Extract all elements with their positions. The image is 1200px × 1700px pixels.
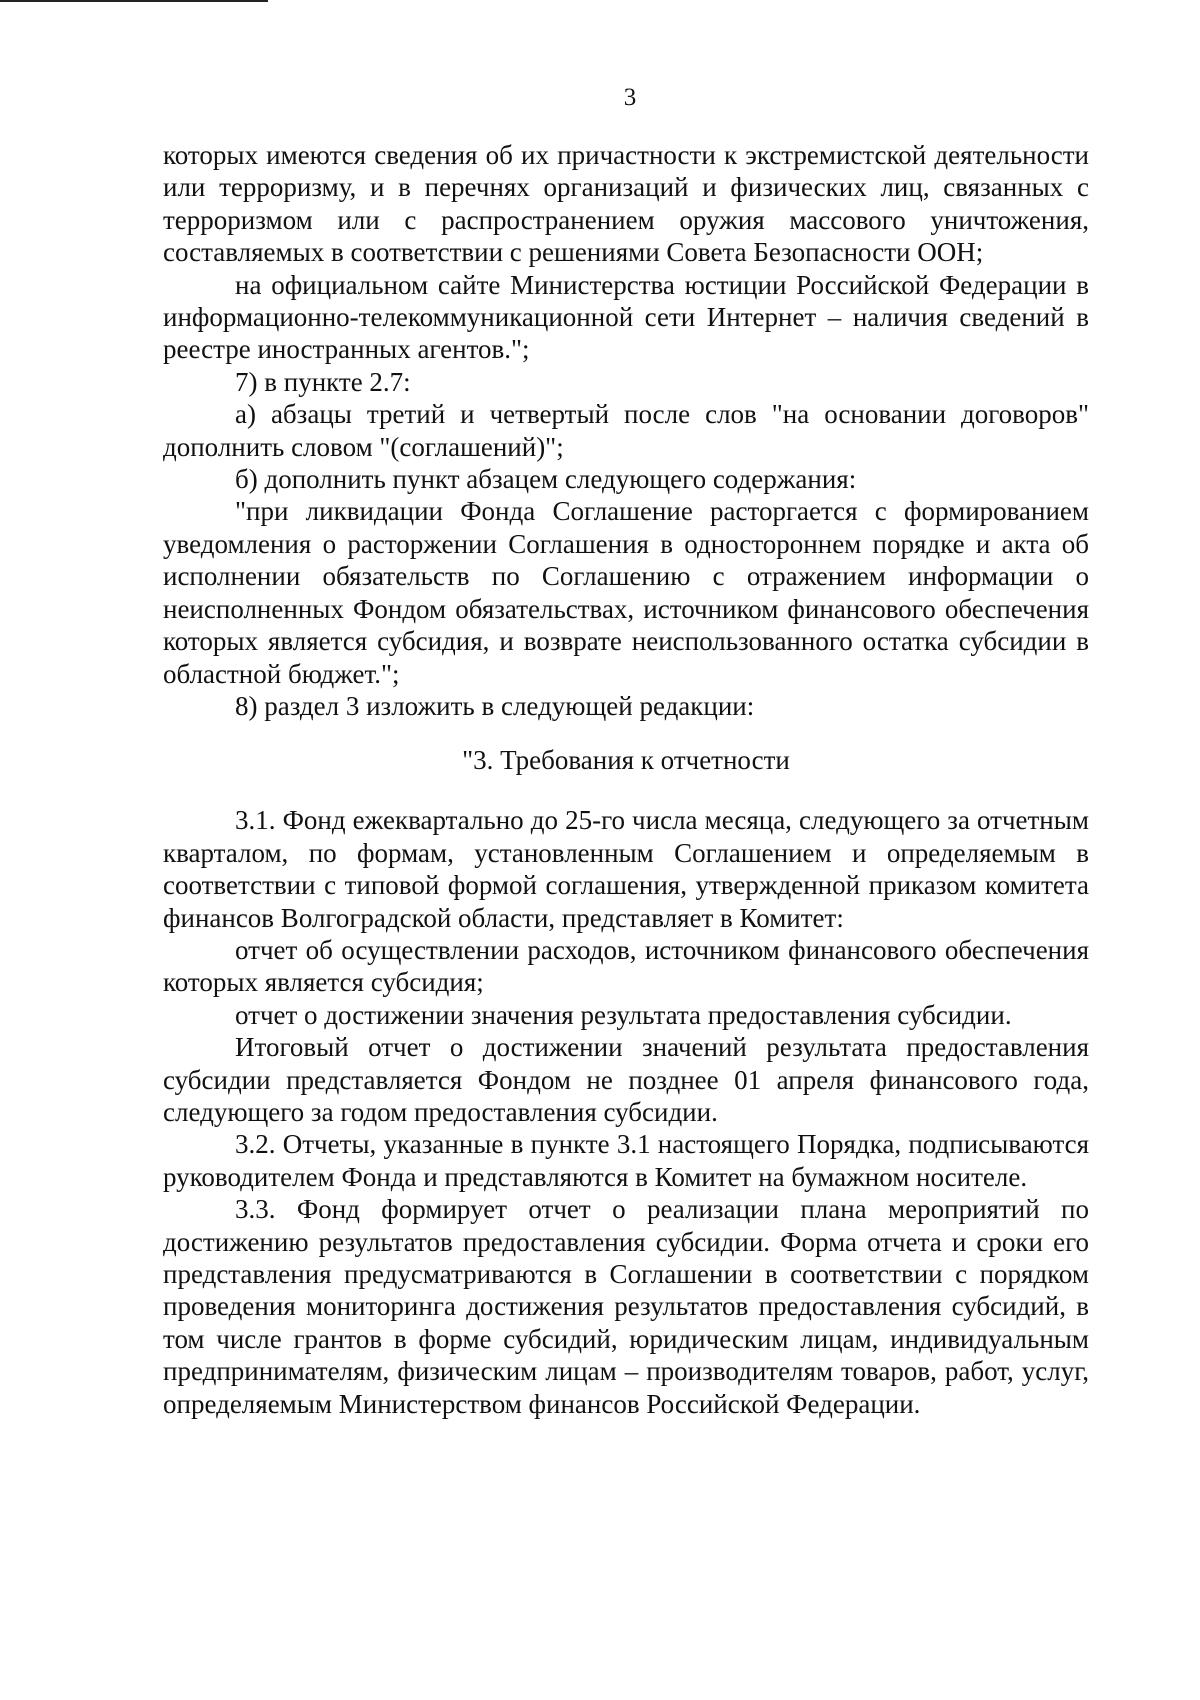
paragraph-ministry-justice: на официальном сайте Министерства юстиции Российской Федерации в информационно-телекоммуникационной сети Интернет – наличия сведений в реестре иностранных агентов."; <box>163 269 1089 365</box>
top-edge-rule <box>0 0 268 2</box>
section-heading: "3. Требования к отчетности <box>462 745 790 776</box>
paragraph-expense-report: отчет об осуществлении расходов, источником финансового обеспечения которых является субсидия; <box>163 934 1089 998</box>
paragraph-result-report: отчет о достижении значения результата предоставления субсидии. <box>235 999 1012 1030</box>
paragraph-item-7b: б) дополнить пункт абзацем следующего содержания: <box>235 464 857 495</box>
paragraph-final-report: Итоговый отчет о достижении значений результата предоставления субсидии представляется Фондом не позднее 01 апреля финансового года, следующего за годом предоставления субсидии. <box>163 1032 1089 1127</box>
paragraph-continuation: которых имеются сведения об их причастности к экстремистской деятельности или терроризму, и в перечнях организаций и физических лиц, связанных с терроризмом или с распространением оружия массового уничтожения, составляемых в соответствии с решениями Совета Безопасности ООН; <box>163 140 1089 268</box>
page-number: 3 <box>623 84 637 111</box>
paragraph-3-1: 3.1. Фонд ежеквартально до 25-го числа месяца, следующего за отчетным кварталом, по формам, установленным Соглашением и определяемым в соответствии с типовой формой соглашения, утвержденной приказом комитета финансов Волгоградской области, представляет в Комитет: <box>163 805 1089 933</box>
paragraph-item-7: 7) в пункте 2.7: <box>235 366 411 397</box>
document-body <box>163 139 1089 1420</box>
paragraph-item-7a: а) абзацы третий и четвертый после слов "на основании договоров" дополнить словом "(соглашений)"; <box>163 399 1089 462</box>
paragraph-3-3: 3.3. Фонд формирует отчет о реализации плана мероприятий по достижению результатов предоставления субсидии. Форма отчета и сроки его представления предусматриваются в Соглашении в соответствии с порядком проведения мониторинга достижения результатов предоставления субсидий, в том числе грантов в форме субсидий, юридическим лицам, индивидуальным предпринимателям, физическим лицам – производителям товаров, работ, услуг, определяемым Министерством финансов Российской Федерации. <box>163 1194 1089 1419</box>
paragraph-3-2: 3.2. Отчеты, указанные в пункте 3.1 настоящего Порядка, подписываются руководителем Фонда и представляются в Комитет на бумажном носителе. <box>163 1129 1089 1192</box>
paragraph-item-8: 8) раздел 3 изложить в следующей редакции: <box>235 690 755 721</box>
paragraph-liquidation: "при ликвидации Фонда Соглашение расторгается с формированием уведомления о расторжении Соглашения в одностороннем порядке и акта об исполнении обязательств по Соглашению с отражением информации о неисполненных Фондом обязательствах, источником финансового обеспечения которых является субсидия, и возврате неиспользованного остатка субсидии в областной бюджет."; <box>163 496 1089 689</box>
